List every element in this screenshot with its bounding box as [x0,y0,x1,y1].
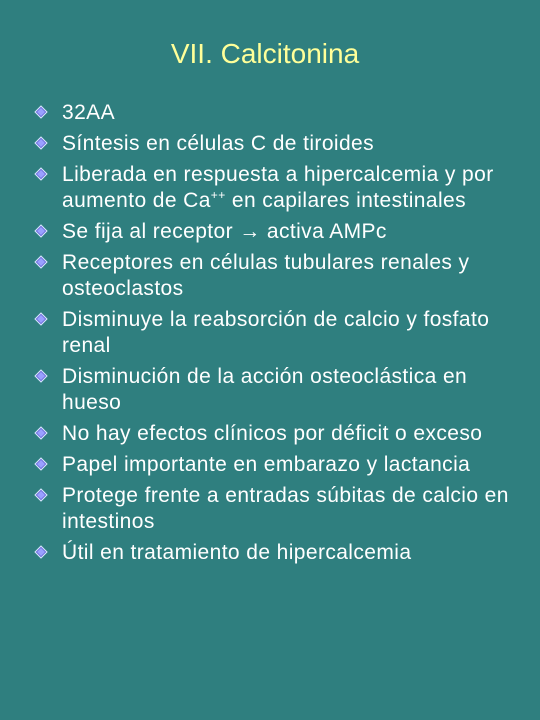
bullet-text-part: Liberada en respuesta a hipercalcemia y por aumento de Ca [62,163,494,212]
diamond-bullet-icon [34,167,48,181]
bullet-text: Disminuye la reabsorción de calcio y fosfato renal [62,308,490,357]
bullet-item [34,250,524,302]
bullet-text: 32AA [62,101,115,124]
bullet-text: Síntesis en células C de tiroides [62,132,375,155]
bullet-text: Se fija al receptor → activa AMPc [62,220,387,243]
bullet-item [34,307,524,359]
bullet-text: Receptores en células tubulares renales y osteoclastos [62,251,470,300]
bullet-list [34,100,524,571]
diamond-bullet-icon [34,457,48,471]
diamond-bullet-icon [34,488,48,502]
diamond-bullet-icon [34,255,48,269]
bullet-text: Disminución de la acción osteoclástica en hueso [62,365,468,414]
diamond-bullet-icon [34,312,48,326]
diamond-bullet-icon [34,545,48,559]
bullet-text [62,163,494,212]
bullet-text: Protege frente a entradas súbitas de calcio en intestinos [62,484,509,533]
bullet-item [34,131,524,157]
bullet-item [34,364,524,416]
bullet-text: Papel importante en embarazo y lactancia [62,453,471,476]
bullet-item [34,483,524,535]
bullet-item [34,219,524,245]
bullet-item [34,100,524,126]
bullet-item [34,421,524,447]
diamond-bullet-icon [34,224,48,238]
bullet-item [34,540,524,566]
diamond-bullet-icon [34,369,48,383]
bullet-text: No hay efectos clínicos por déficit o exceso [62,422,483,445]
diamond-bullet-icon [34,426,48,440]
diamond-bullet-icon [34,105,48,119]
bullet-text-part: en capilares intestinales [225,189,466,212]
bullet-text: Útil en tratamiento de hipercalcemia [62,541,412,564]
bullet-item [34,452,524,478]
slide-title: VII. Calcitonina [170,38,360,69]
superscript-charge: ++ [210,188,226,202]
bullet-item [34,162,524,214]
diamond-bullet-icon [34,136,48,150]
